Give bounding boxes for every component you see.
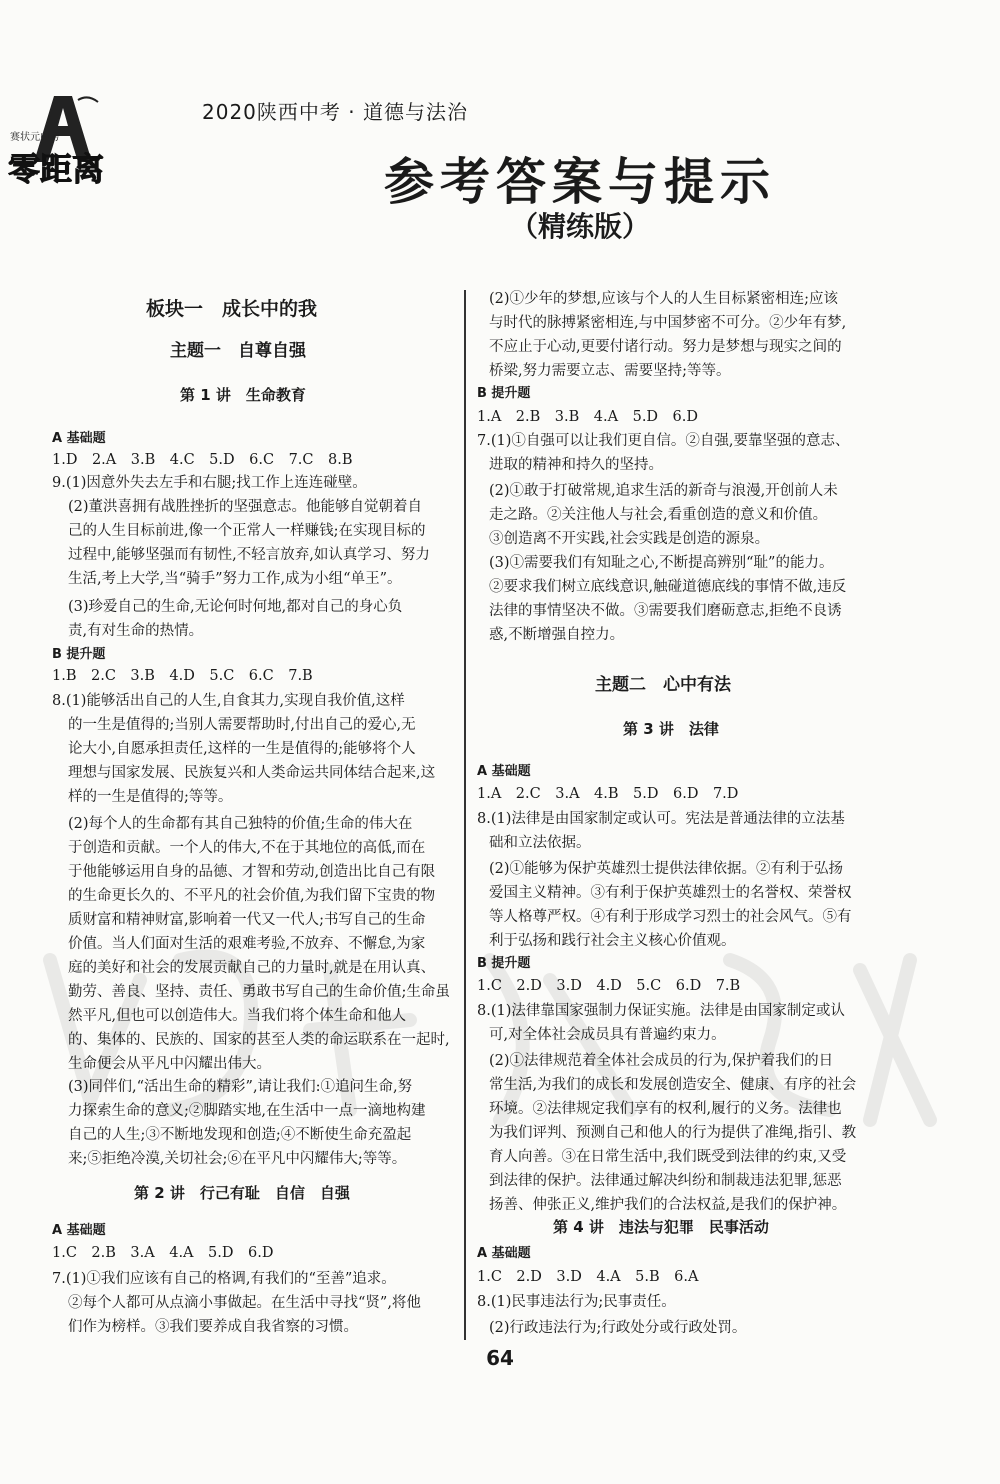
text-line: 与时代的脉搏紧密相连,与中国梦密不可分。②少年有梦,	[489, 315, 847, 331]
logo-small-text: 赛状元中考	[10, 132, 60, 143]
text-line: 扬善、伸张正义,维护我们的合法权益,是我们的保护神。	[489, 1197, 847, 1213]
text-line: 进取的精神和持久的坚持。	[489, 457, 663, 473]
text-line: 8.(1)能够活出自己的人生,自食其力,实现自我价值,这样	[52, 693, 405, 709]
theme1-title: 主题一 自尊自强	[170, 341, 306, 361]
text-line: 理想与国家发展、民族复兴和人类命运共同体结合起来,这	[68, 765, 436, 781]
text-line: 7.(1)①我们应该有自己的格调,有我们的“至善”追求。	[52, 1271, 396, 1287]
text-line: 于创造和贡献。一个人的伟大,不在于其地位的高低,而在	[68, 840, 426, 856]
text-line: (2)董洪喜拥有战胜挫折的坚强意志。他能够自觉朝着自	[68, 499, 423, 515]
text-line: 环境。②法律规定我们享有的权利,履行的义务。法律也	[489, 1101, 842, 1117]
text-line: 8.(1)法律是由国家制定或认可。宪法是普通法律的立法基	[477, 811, 845, 827]
lesson4-title: 第 4 讲 违法与犯罪 民事活动	[553, 1218, 769, 1236]
text-line: 过程中,能够坚强而有韧性,不轻言放弃,如认真学习、努力	[68, 547, 430, 563]
text-line: 爱国主义精神。③有利于保护英雄烈士的名誉权、荣誉权	[489, 885, 852, 901]
text-line: (2)①法律规范着全体社会成员的行为,保护着我们的日	[489, 1053, 834, 1069]
text-line: 惑,不断增强自控力。	[489, 627, 625, 643]
section-label: A 基础题	[477, 1246, 531, 1261]
text-line: (2)行政违法行为;行政处分或行政处罚。	[489, 1320, 747, 1336]
text-line: 生命便会从平凡中闪耀出伟大。	[68, 1056, 271, 1072]
text-line: 样的一生是值得的;等等。	[68, 789, 233, 805]
text-line: 法律的事情坚决不做。③需要我们磨砺意志,拒绝不良诱	[489, 603, 842, 619]
text-line: 到法律的保护。法律通过解决纠纷和制裁违法犯罪,惩恶	[489, 1173, 842, 1189]
answer-row: 1.D 2.A 3.B 4.C 5.D 6.C 7.C 8.B	[52, 452, 353, 468]
section-label: B 提升题	[52, 647, 106, 662]
series-title: 2020陕西中考 · 道德与法治	[202, 100, 468, 124]
text-line: ③创造离不开实践,社会实践是创造的源泉。	[489, 531, 770, 547]
text-line: 们作为榜样。③我们要养成自我省察的习惯。	[68, 1319, 358, 1335]
section-label: A 基础题	[477, 764, 531, 779]
section-label: A 基础题	[52, 431, 106, 446]
text-line: (3)①需要我们有知耻之心,不断提高辨别“耻”的能力。	[489, 555, 834, 571]
brand-logo	[8, 92, 128, 204]
lesson2-title: 第 2 讲 行己有耻 自信 自强	[134, 1184, 350, 1202]
answer-row: 1.A 2.C 3.A 4.B 5.D 6.D 7.D	[477, 786, 739, 802]
text-line: 可,对全体社会成员具有普遍约束力。	[489, 1027, 726, 1043]
text-line: 于他能够运用自身的品德、才智和劳动,创造出比自己有限	[68, 864, 436, 880]
text-line: 的一生是值得的;当别人需要帮助时,付出自己的爱心,无	[68, 717, 416, 733]
page-number: 64	[486, 1346, 514, 1370]
text-line: 8.(1)法律靠国家强制力保证实施。法律是由国家制定或认	[477, 1003, 845, 1019]
lesson3-title: 第 3 讲 法律	[623, 720, 719, 738]
text-line: 庭的美好和社会的发展贡献自己的力量时,就是在用认真、	[68, 960, 436, 976]
text-line: (2)每个人的生命都有其自己独特的价值;生命的伟大在	[68, 816, 413, 832]
text-line: 己的人生目标前进,像一个正常人一样赚钱;在实现目标的	[68, 523, 426, 539]
text-line: 利于弘扬和践行社会主义核心价值观。	[489, 933, 736, 949]
text-line: 的生命更长久的、不平凡的社会价值,为我们留下宝贵的物	[68, 888, 436, 904]
text-line: (2)①少年的梦想,应该与个人的人生目标紧密相连;应该	[489, 291, 839, 307]
section-label: A 基础题	[52, 1223, 106, 1238]
text-line: 桥梁,努力需要立志、需要坚持;等等。	[489, 363, 731, 379]
text-line: ②每个人都可从点滴小事做起。在生活中寻找“贤”,将他	[68, 1295, 421, 1311]
text-line: 为我们评判、预测自己和他人的行为提供了准绳,指引、教	[489, 1125, 857, 1141]
text-line: 价值。当人们面对生活的艰难考验,不放弃、不懈怠,为家	[68, 936, 426, 952]
column-divider	[464, 290, 466, 1340]
text-line: 7.(1)①自强可以让我们更自信。②自强,要靠坚强的意志、	[477, 433, 850, 449]
answer-row: 1.B 2.C 3.B 4.D 5.C 6.C 7.B	[52, 668, 313, 684]
text-line: ②要求我们树立底线意识,触碰道德底线的事情不做,违反	[489, 579, 847, 595]
text-line: (2)①能够为保护英雄烈士提供法律依据。②有利于弘扬	[489, 861, 844, 877]
text-line: 质财富和精神财富,影响着一代又一代人;书写自己的生命	[68, 912, 426, 928]
edition-label: （精练版）	[509, 210, 650, 243]
text-line: 论大小,自愿承担责任,这样的一生是值得的;能够将个人	[68, 741, 416, 757]
page-title: 参考答案与提示	[384, 153, 776, 211]
text-line: 生活,考上大学,当“骑手”努力工作,成为小组“单王”。	[68, 571, 402, 587]
answer-row: 1.C 2.D 3.D 4.D 5.C 6.D 7.B	[477, 978, 741, 994]
text-line: 础和立法依据。	[489, 835, 591, 851]
theme2-title: 主题二 心中有法	[595, 675, 731, 695]
section-label: B 提升题	[477, 386, 531, 401]
text-line: (3)珍爱自己的生命,无论何时何地,都对自己的身心负	[68, 599, 403, 615]
text-line: 力探索生命的意义;②脚踏实地,在生活中一点一滴地构建	[68, 1103, 426, 1119]
section-label: B 提升题	[477, 956, 531, 971]
logo-main-text: 零距离	[8, 150, 105, 188]
text-line: 8.(1)民事违法行为;民事责任。	[477, 1294, 676, 1310]
text-line: 来;⑤拒绝冷漠,关切社会;⑥在平凡中闪耀伟大;等等。	[68, 1151, 407, 1167]
text-line: 责,有对生命的热情。	[68, 623, 204, 639]
text-line: (2)①敢于打破常规,追求生活的新奇与浪漫,开创前人未	[489, 483, 838, 499]
text-line: 勤劳、善良、坚持、责任、勇敢书写自己的生命价值;生命虽	[68, 984, 450, 1000]
text-line: 走之路。②关注他人与社会,看重创造的意义和价值。	[489, 507, 828, 523]
text-line: 自己的人生;③不断地发现和创造;④不断使生命充盈起	[68, 1127, 412, 1143]
text-line: (3)同伴们,“活出生命的精彩”,请让我们:①追问生命,努	[68, 1079, 413, 1095]
text-line: 9.(1)因意外失去左手和右腿;找工作上连连碰壁。	[52, 475, 367, 491]
text-line: 不应止于心动,更要付诸行动。努力是梦想与现实之间的	[489, 339, 842, 355]
text-line: 育人向善。③在日常生活中,我们既受到法律的约束,又受	[489, 1149, 847, 1165]
lesson1-title: 第 1 讲 生命教育	[180, 386, 306, 404]
text-line: 然平凡,但也可以创造伟大。当我们将个体生命和他人	[68, 1008, 407, 1024]
answer-row: 1.C 2.B 3.A 4.A 5.D 6.D	[52, 1245, 274, 1261]
text-line: 等人格尊严权。④有利于形成学习烈士的社会风气。⑤有	[489, 909, 852, 925]
answer-row: 1.A 2.B 3.B 4.A 5.D 6.D	[477, 409, 699, 425]
text-line: 常生活,为我们的成长和发展创造安全、健康、有序的社会	[489, 1077, 857, 1093]
answer-row: 1.C 2.D 3.D 4.A 5.B 6.A	[477, 1269, 699, 1285]
module-title: 板块一 成长中的我	[146, 298, 318, 320]
text-line: 的、集体的、民族的、国家的甚至人类的命运联系在一起时,	[68, 1032, 450, 1048]
